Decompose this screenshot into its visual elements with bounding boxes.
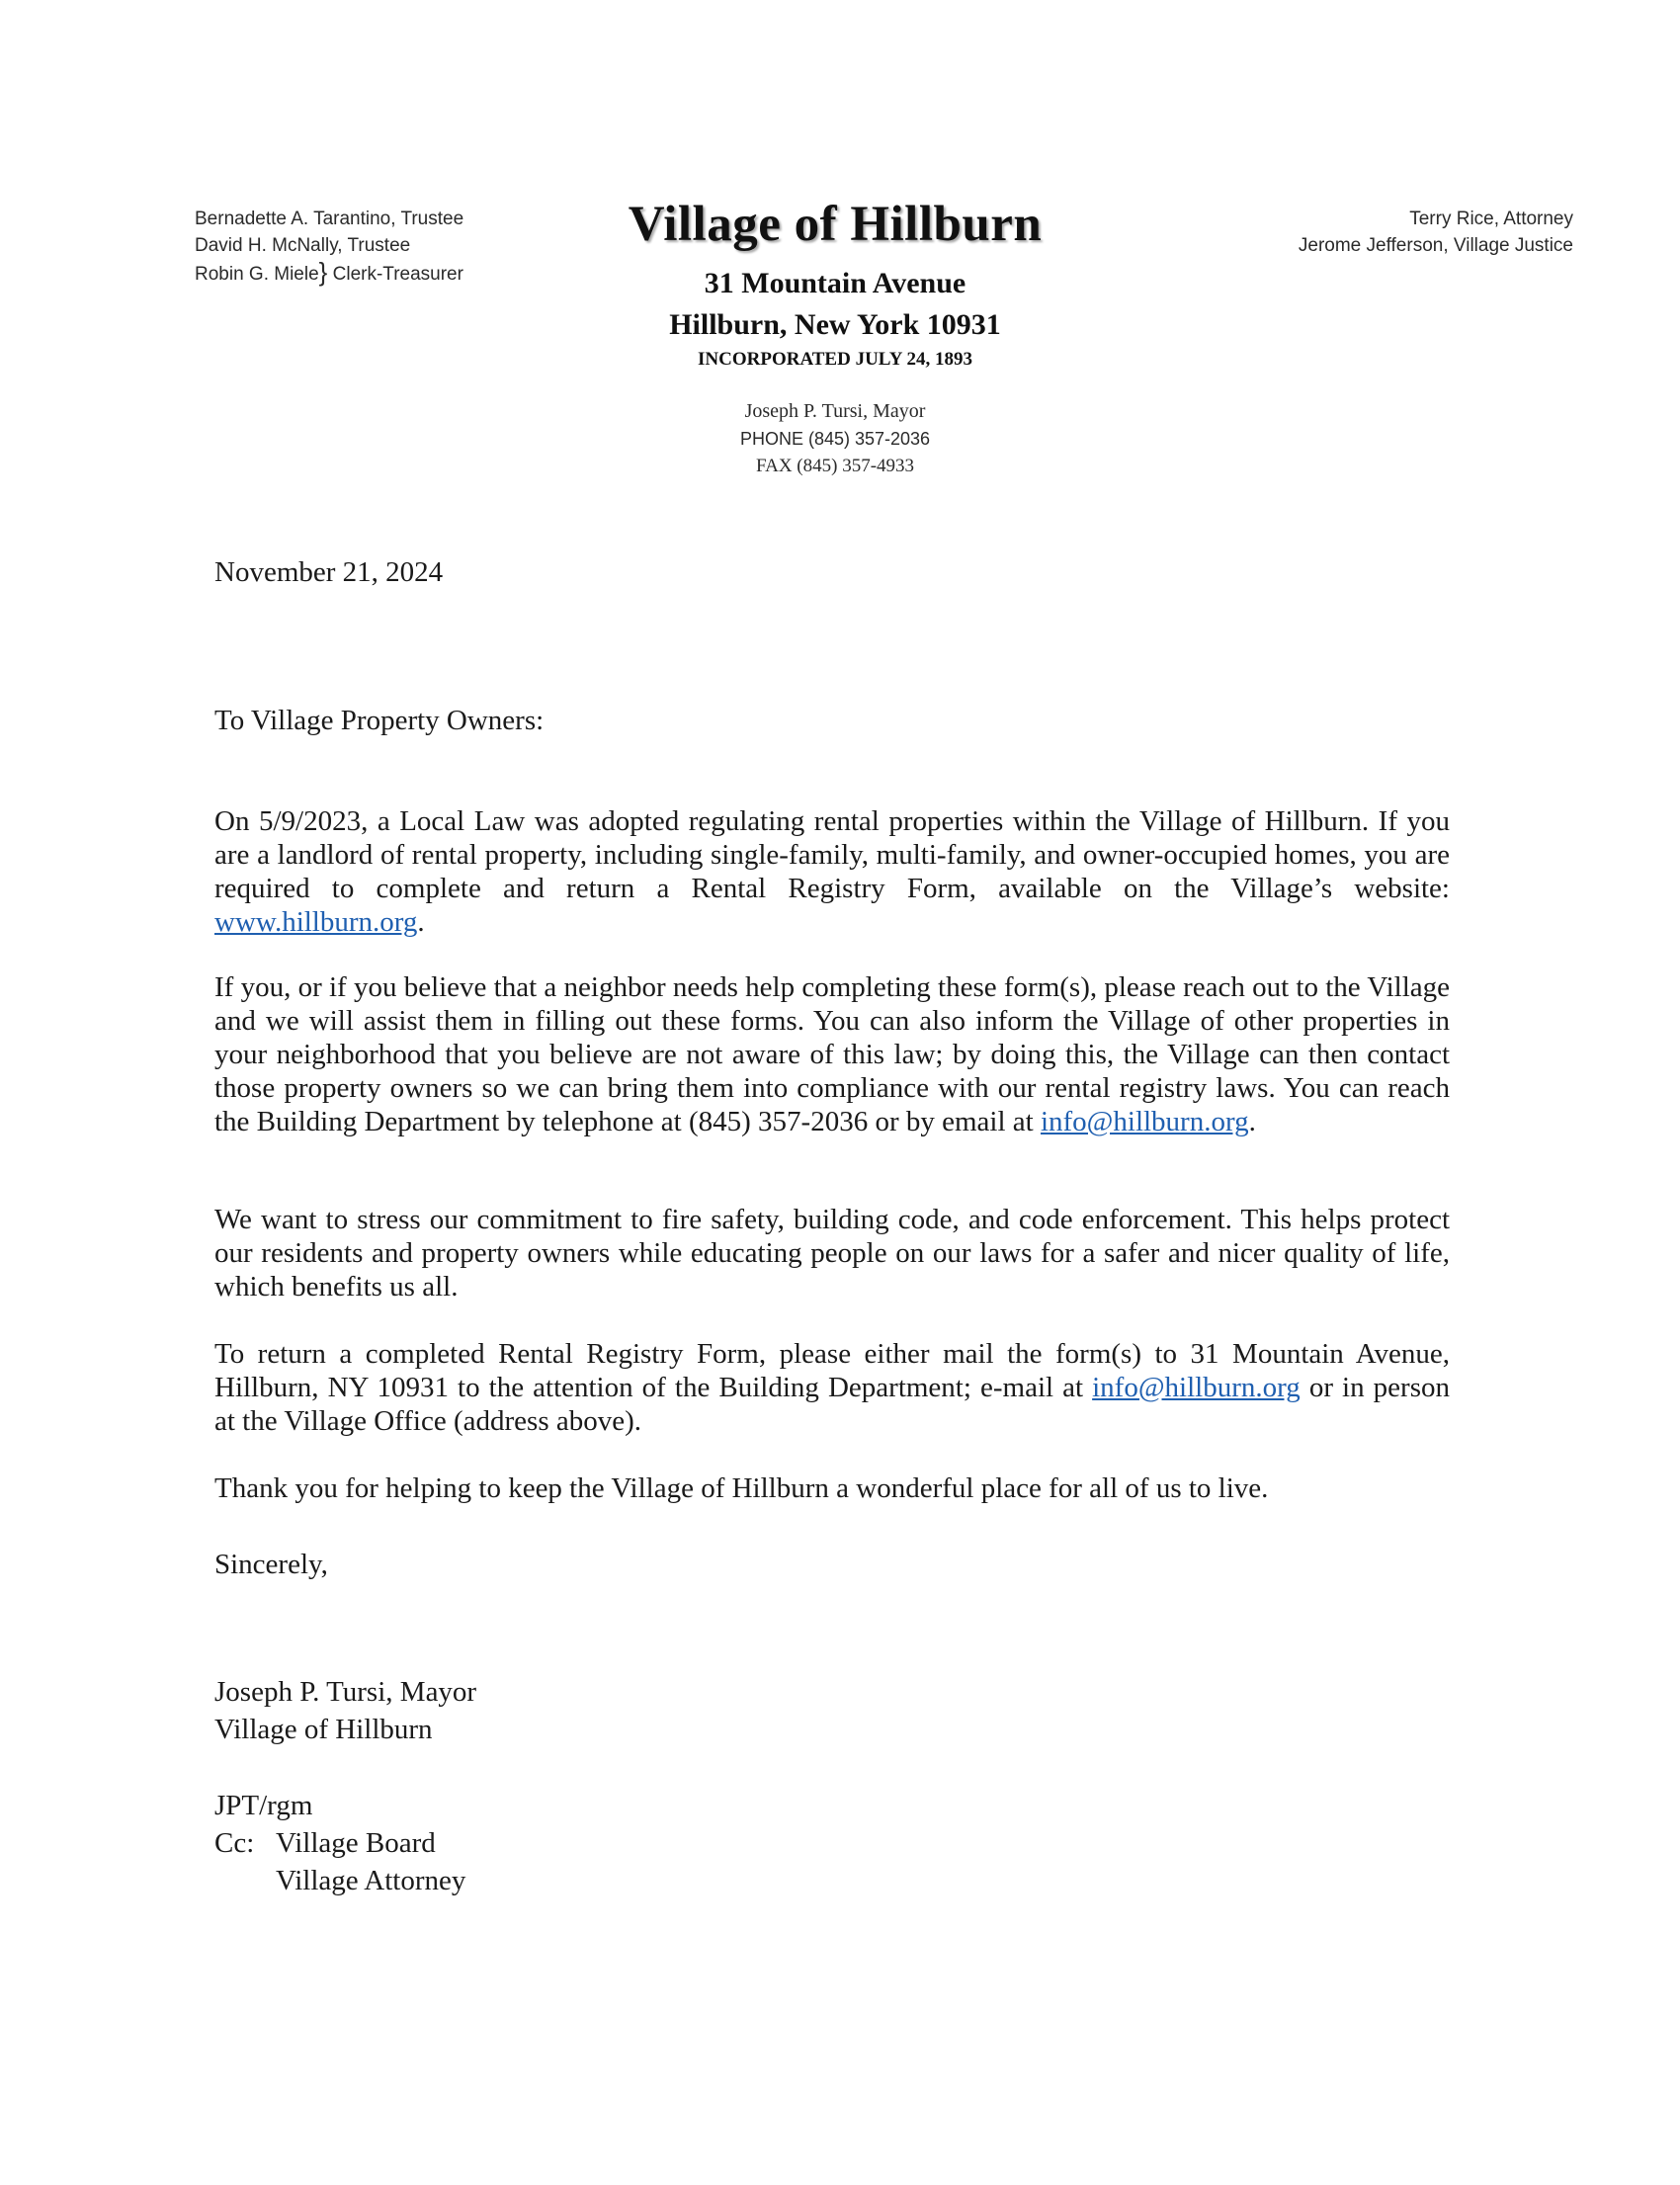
letterhead-phone: PHONE (845) 357-2036 — [739, 429, 931, 449]
cc-recipient-board: Village Board — [276, 1827, 436, 1859]
paragraph-2-end: . — [1248, 1106, 1256, 1137]
letterhead-fax: FAX (845) 357-4933 — [755, 456, 915, 476]
signature-org: Village of Hillburn — [214, 1714, 433, 1745]
paragraph-assistance — [214, 970, 1450, 1138]
letter-date: November 21, 2024 — [214, 556, 444, 588]
paragraph-4-end: or in person at the Village Office (address above). — [214, 1372, 1450, 1437]
address-street: 31 Mountain Avenue — [704, 267, 966, 299]
signature-block — [214, 1673, 476, 1748]
cc-recipient-attorney: Village Attorney — [276, 1865, 466, 1896]
email-link[interactable]: info@hillburn.org — [1040, 1106, 1249, 1137]
typist-initials: JPT/rgm — [214, 1790, 313, 1821]
paragraph-commitment: We want to stress our commitment to fire safety, building code, and code enforcement. This helps protect our residents and property owners while educating people on our laws for a safer and nicer quality of life, which benefits us all. — [214, 1204, 1450, 1303]
signature-name: Joseph P. Tursi, Mayor — [214, 1676, 477, 1708]
paragraph-2-text: If you, or if you believe that a neighbor needs help completing these form(s), please reach out to the Village and we will assist them in filling out these forms. You can also inform the Village of other properties in your neighborhood that you believe are not aware of this law; by doing this, the Village can then contact those property owners so we can bring them into compliance with our rental registry laws. You can reach the Building Department by telephone at (845) 357-2036 or by email at — [214, 971, 1450, 1137]
paragraph-1-text: On 5/9/2023, a Local Law was adopted regulating rental properties within the Village of Hillburn. If you are a landlord of rental property, including single-family, multi-family, and owner-occupied homes, you are required to complete and return a Rental Registry Form, available on the Village’s website: — [214, 805, 1450, 904]
cc-row — [214, 1824, 465, 1862]
official-clerk-treasurer — [195, 259, 463, 288]
cc-label: Cc: — [214, 1827, 255, 1859]
paragraph-thank-you: Thank you for helping to keep the Village of Hillburn a wonderful place for all of us to live. — [214, 1472, 1269, 1504]
brace-glyph: } — [318, 257, 328, 287]
paragraph-local-law — [214, 804, 1450, 939]
village-title: Village of Hillburn — [628, 197, 1043, 252]
paragraph-return-form — [214, 1337, 1450, 1438]
letterhead-center — [539, 194, 1132, 480]
email-link-return[interactable]: info@hillburn.org — [1092, 1372, 1301, 1403]
clerk-title: Clerk-Treasurer — [332, 264, 463, 285]
clerk-name: Robin G. Miele — [195, 264, 319, 285]
initials-cc-block — [214, 1787, 465, 1899]
salutation: To Village Property Owners: — [214, 705, 545, 736]
official-trustee-1: Bernadette A. Tarantino, Trustee — [195, 209, 464, 229]
website-link[interactable]: www.hillburn.org — [214, 906, 418, 938]
letterhead-officials-right — [1299, 206, 1573, 259]
closing: Sincerely, — [214, 1549, 328, 1580]
letterhead-officials-left — [195, 206, 463, 288]
letterhead-mayor: Joseph P. Tursi, Mayor — [744, 400, 926, 422]
paragraph-4-text: To return a completed Rental Registry Form, please either mail the form(s) to 31 Mountain Avenue, Hillburn, NY 10931 to the attention of the Building Department; e-mail at — [214, 1338, 1450, 1403]
official-attorney: Terry Rice, Attorney — [1409, 209, 1573, 229]
official-village-justice: Jerome Jefferson, Village Justice — [1298, 235, 1573, 256]
paragraph-1-end: . — [417, 906, 425, 938]
address-city: Hillburn, New York 10931 — [669, 308, 1001, 341]
official-trustee-2: David H. McNally, Trustee — [195, 235, 411, 256]
incorporated-date: INCORPORATED JULY 24, 1893 — [698, 349, 972, 370]
